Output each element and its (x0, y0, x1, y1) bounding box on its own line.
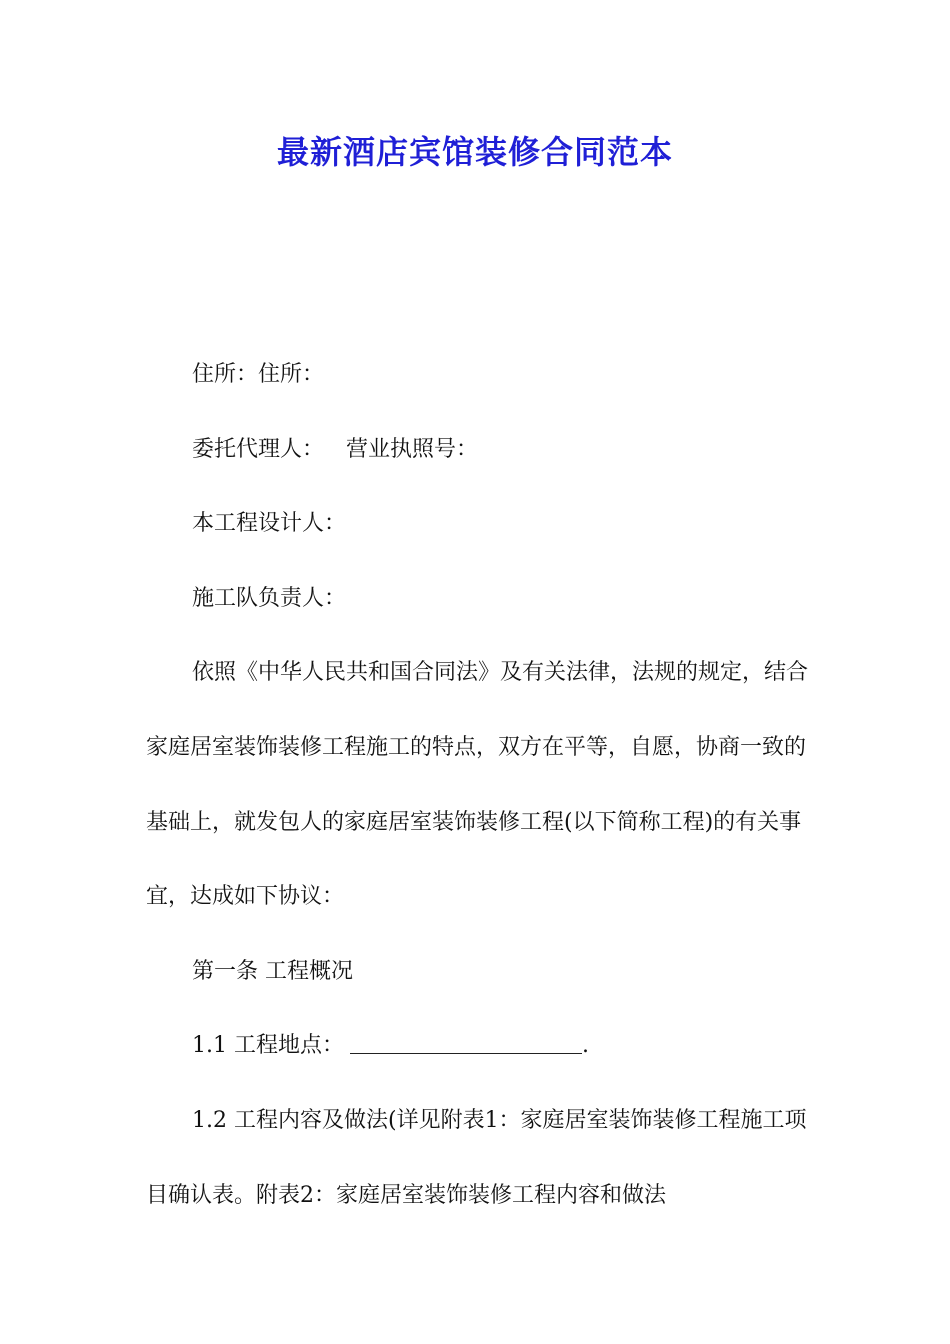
item-1-2-paragraph: 1.2 工程内容及做法(详见附表1：家庭居室装饰装修工程施工项目确认表。附表2：家庭居室装饰装修工程内容和做法 (146, 1107, 807, 1208)
fill-in-blank (350, 1031, 582, 1054)
item-1-1-label: 1.1 工程地点： (192, 1033, 344, 1059)
agent-label: 委托代理人： (192, 436, 325, 462)
agent-license-line (146, 413, 826, 488)
intro-paragraph: 依照《中华人民共和国合同法》及有关法律，法规的规定，结合家庭居室装饰装修工程施工的特点，双方在平等，自愿，协商一致的基础上，就发包人的家庭居室装饰装修工程(以下简称工程)的有关事宜，达成如下协议： (146, 660, 809, 910)
team-leader-line: 施工队负责人： (192, 585, 347, 611)
item-1-1-line (146, 1009, 826, 1084)
license-label: 营业执照号： (346, 436, 479, 462)
item-1-1-end: . (581, 1033, 589, 1059)
article-1-heading: 第一条 工程概况 (192, 958, 353, 984)
address-line: 住所：住所： (192, 362, 325, 387)
document-body (146, 338, 826, 1233)
document-title: 最新酒店宾馆装修合同范本 (276, 133, 673, 171)
designer-line: 本工程设计人： (192, 511, 347, 537)
